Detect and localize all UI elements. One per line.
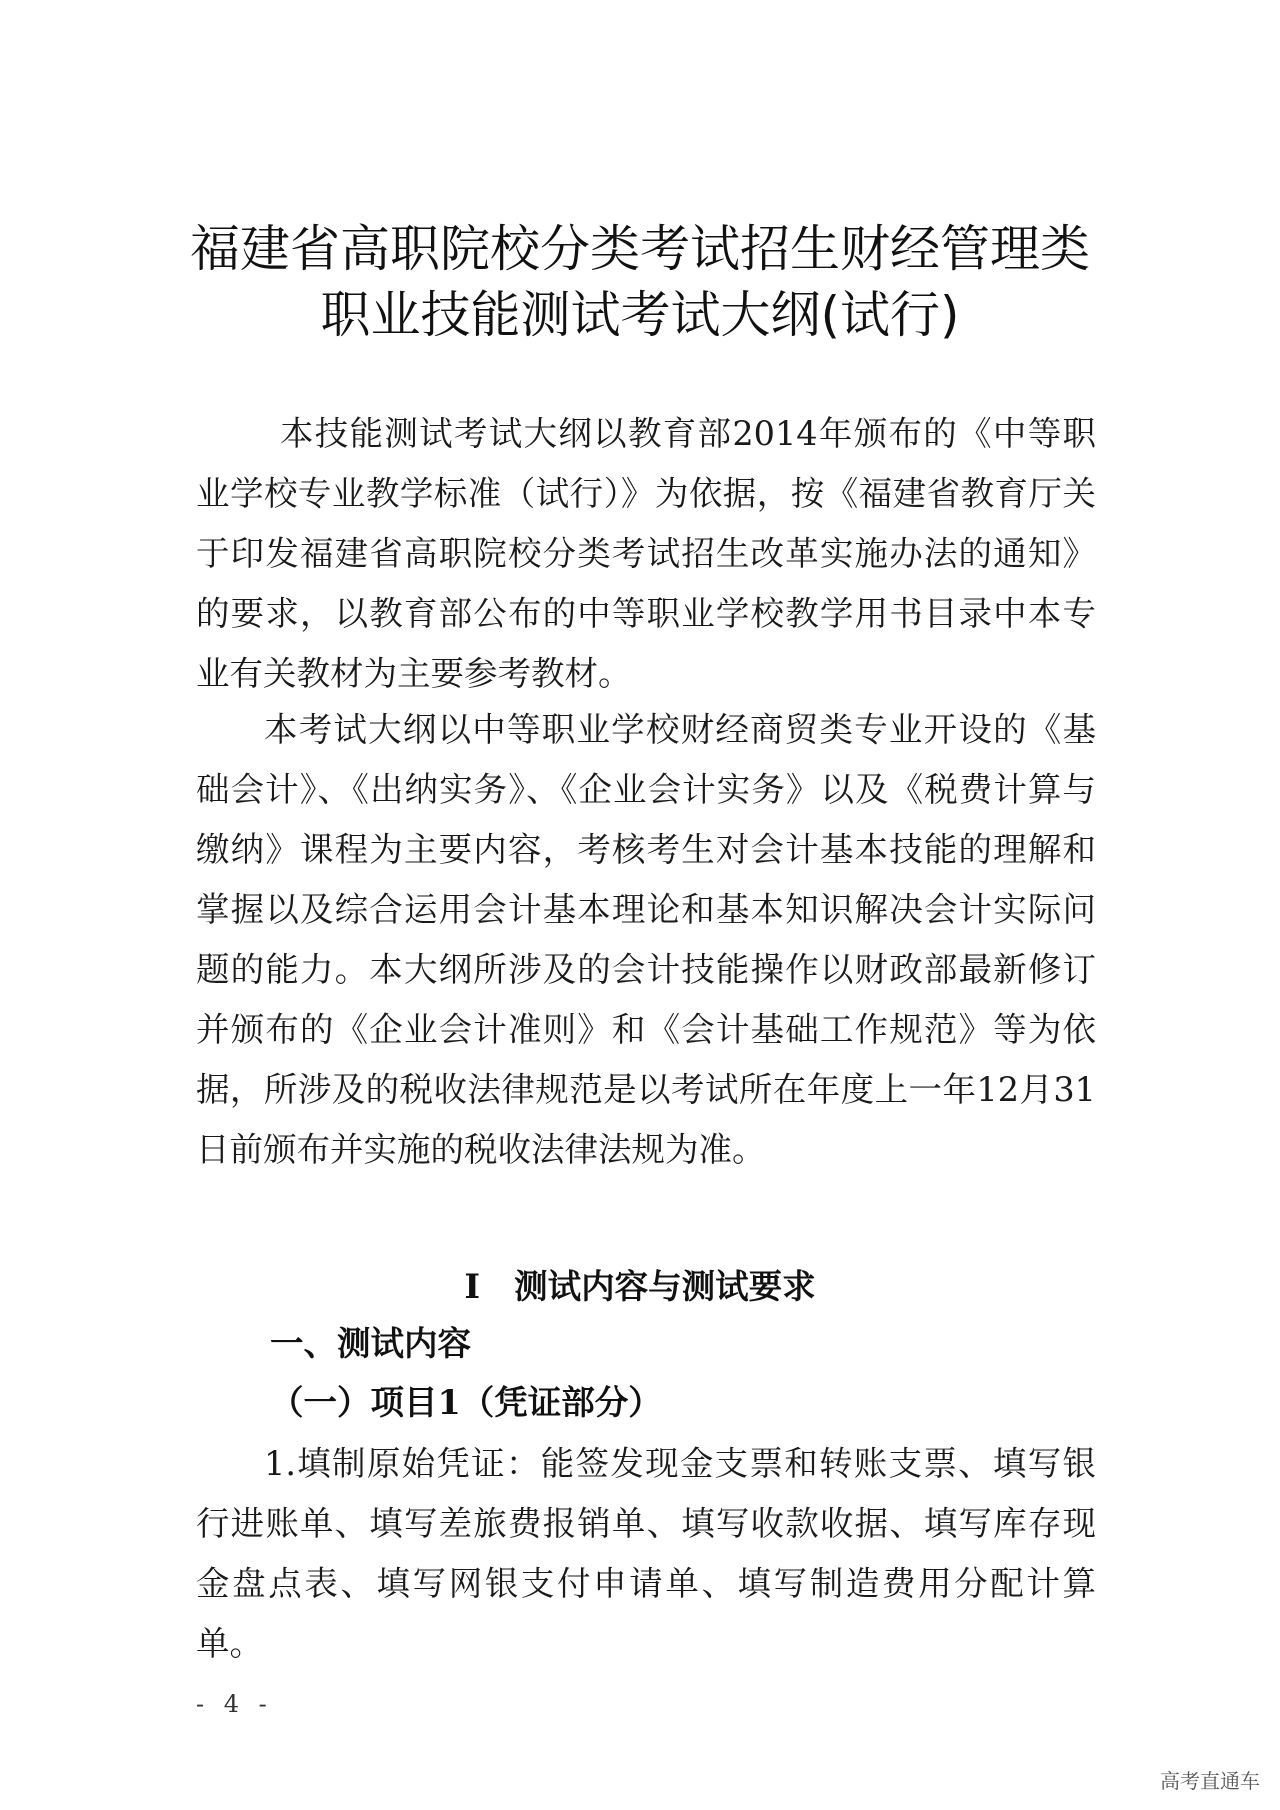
intro-paragraph-2: 本考试大纲以中等职业学校财经商贸类专业开设的《基础会计》、《出纳实务》、《企业会计实务》以及《税费计算与缴纳》课程为主要内容，考核考生对会计基本技能的理解和掌握以及综合运用会计基本理论和基本知识解决会计实际问题的能力。本大纲所涉及的会计技能操作以财政部最新修订并颁布的《企业会计准则》和《会计基础工作规范》等为依据，所涉及的税收法律规范是以考试所在年度上一年12月31日前颁布并实施的税收法律法规为准。 <box>196 710 1096 1169</box>
item-heading: （一）项目1（凭证部分） <box>270 1383 662 1422</box>
section-heading <box>0 1267 1280 1306</box>
watermark-text: 高考直通车 <box>1160 1769 1260 1793</box>
item-1-paragraph: 1.填制原始凭证：能签发现金支票和转账支票、填写银行进账单、填写差旅费报销单、填写收款收据、填写库存现金盘点表、填写网银支付申请单、填写制造费用分配计算单。 <box>196 1444 1096 1663</box>
page-number: - 4 - <box>196 1690 273 1718</box>
subsection-heading: 一、测试内容 <box>270 1324 471 1363</box>
document-title-line-1: 福建省高职院校分类考试招生财经管理类 <box>190 220 1090 278</box>
section-title: 测试内容与测试要求 <box>514 1267 816 1306</box>
section-numeral: I <box>464 1267 481 1306</box>
document-title-line-2: 职业技能测试考试大纲(试行) <box>320 286 960 344</box>
intro-paragraph-1: 本技能测试考试大纲以教育部2014年颁布的《中等职业学校专业教学标准（试行）》为依据，按《福建省教育厅关于印发福建省高职院校分类考试招生改革实施办法的通知》的要求，以教育部公布的中等职业学校教学用书目录中本专业有关教材为主要参考教材。 <box>196 414 1096 693</box>
